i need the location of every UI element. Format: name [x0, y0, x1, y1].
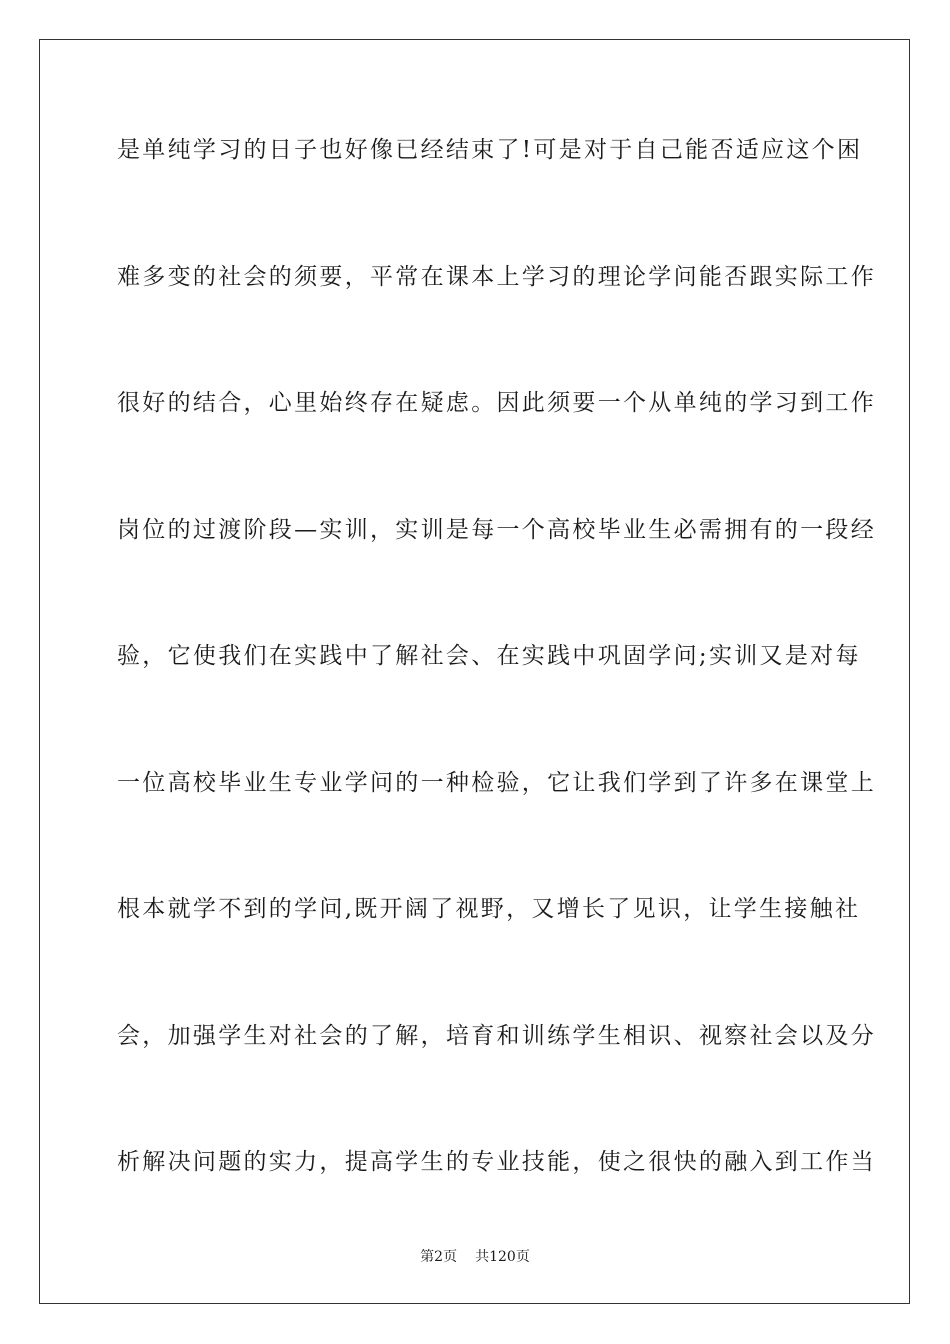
text-line-6: 一位高校毕业生专业学问的一种检验，它让我们学到了许多在课堂上 — [117, 769, 876, 796]
text-line-9: 析解决问题的实力，提高学生的专业技能，使之很快的融入到工作当 — [117, 1149, 876, 1175]
text-line-3: 很好的结合，心里始终存在疑虑。因此须要一个从单纯的学习到工作 — [117, 390, 876, 416]
text-line-2: 难多变的社会的须要，平常在课本上学习的理论学问能否跟实际工作 — [117, 263, 876, 290]
text-line-7: 根本就学不到的学问,既开阔了视野，又增长了见识，让学生接触社 — [117, 896, 861, 922]
text-line-4: 岗位的过渡阶段—实训，实训是每一个高校毕业生必需拥有的一段经 — [117, 516, 876, 543]
page-footer — [0, 1246, 950, 1266]
page-number: 第2页 — [420, 1249, 458, 1265]
text-line-1: 是单纯学习的日子也好像已经结束了!可是对于自己能否适应这个困 — [117, 137, 863, 163]
text-line-8: 会，加强学生对社会的了解，培育和训练学生相识、视察社会以及分 — [117, 1022, 876, 1049]
page-total: 共120页 — [475, 1249, 530, 1265]
text-line-5: 验，它使我们在实践中了解社会、在实践中巩固学问;实训又是对每 — [117, 643, 861, 669]
document-body — [117, 123, 876, 1262]
